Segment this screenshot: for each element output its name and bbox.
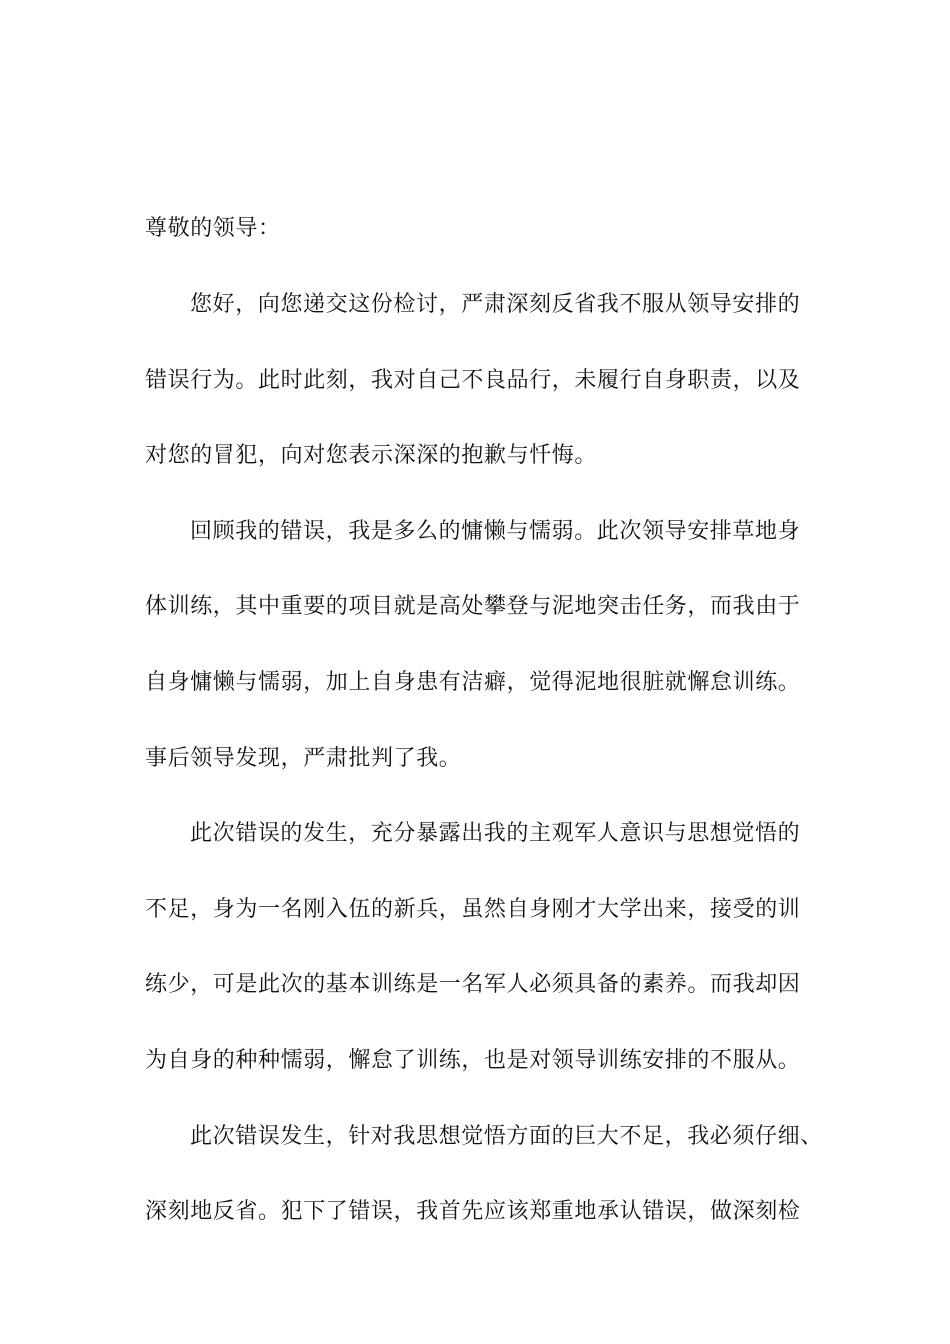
paragraph-line: 此次错误的发生，充分暴露出我的主观军人意识与思想觉悟的 (190, 821, 801, 846)
paragraph-line: 自身慵懒与懦弱，加上自身患有洁癖，觉得泥地很脏就懈怠训练。 (145, 670, 801, 695)
paragraph-line: 练少，可是此次的基本训练是一名军人必须具备的素养。而我却因 (145, 972, 801, 997)
paragraph-line: 事后领导发现，严肃批判了我。 (145, 746, 462, 771)
paragraph-line: 此次错误发生，针对我思想觉悟方面的巨大不足，我必须仔细、 (190, 1124, 823, 1149)
paragraph-line: 不足，身为一名刚入伍的新兵，虽然自身刚才大学出来，接受的训 (145, 897, 801, 922)
paragraph-line: 错误行为。此时此刻，我对自己不良品行，未履行自身职责，以及 (145, 368, 801, 393)
paragraph-line: 对您的冒犯，向对您表示深深的抱歉与忏悔。 (145, 443, 598, 468)
paragraph-line: 您好，向您递交这份检讨，严肃深刻反省我不服从领导安排的 (190, 292, 801, 317)
paragraph-line: 回顾我的错误，我是多么的慵懒与懦弱。此次领导安排草地身 (190, 519, 801, 544)
paragraph-line: 为自身的种种懦弱，懈怠了训练，也是对领导训练安排的不服从。 (145, 1048, 801, 1073)
paragraph-line: 深刻地反省。犯下了错误，我首先应该郑重地承认错误，做深刻检 (145, 1199, 801, 1224)
paragraph-line: 体训练，其中重要的项目就是高处攀登与泥地突击任务，而我由于 (145, 594, 801, 619)
salutation: 尊敬的领导： (145, 216, 281, 241)
